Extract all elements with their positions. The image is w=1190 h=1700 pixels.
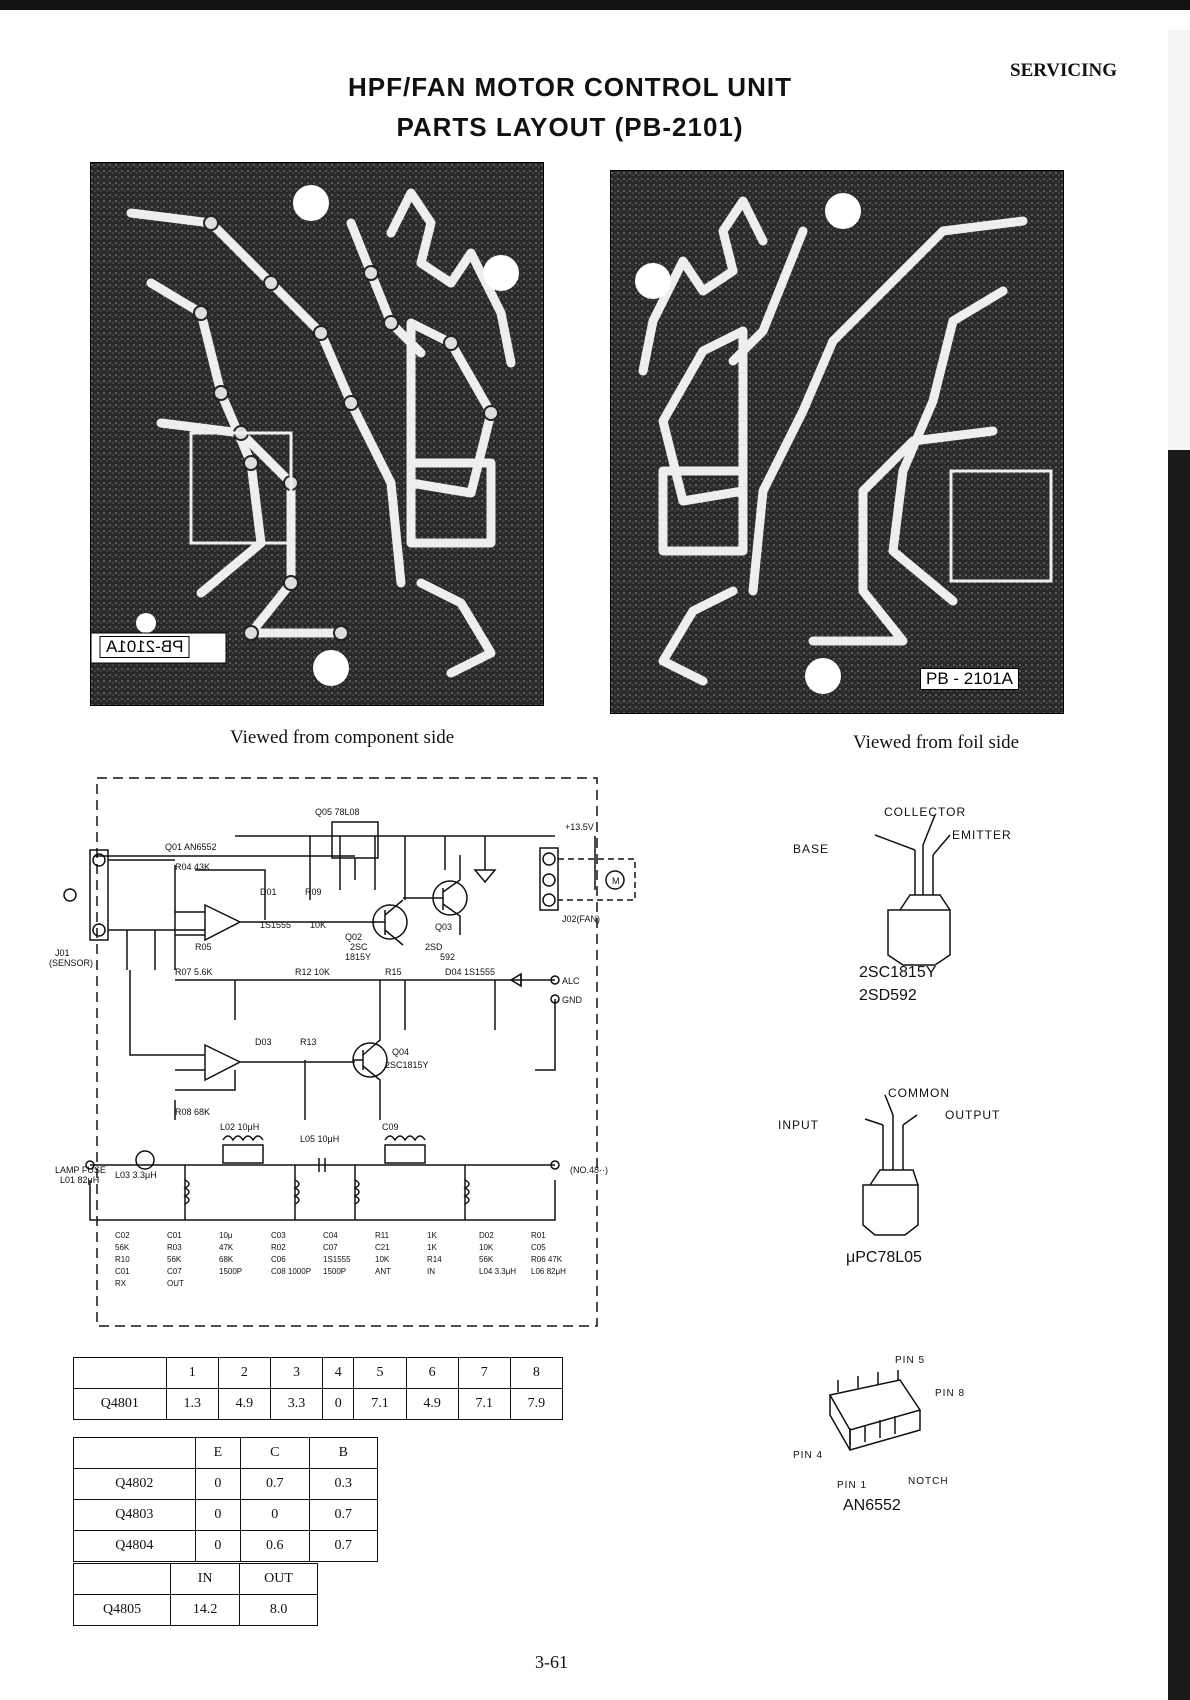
schem-label: 10K [310,920,327,930]
caption-component-side: Viewed from component side [230,727,455,748]
schem-label: C04 [323,1231,338,1240]
label-output: OUTPUT [945,1108,1001,1122]
label-pin4: PIN 4 [793,1450,824,1461]
schem-label: 1S1555 [260,920,292,930]
part-2sc1815y: 2SC1815Y [859,964,937,981]
schem-label: C03 [271,1231,286,1240]
ic-pinout-drawing [820,1370,930,1460]
schem-label: 592 [440,952,456,962]
schem-label: R01 [531,1231,546,1240]
schem-label: 47K [219,1243,234,1252]
schem-label: L03 3.3μH [115,1170,157,1180]
schem-label: M [612,876,620,886]
schem-label: 10K [375,1255,390,1264]
schem-label: LAMP FUSE [55,1165,106,1175]
schem-label: R04 43K [175,862,211,872]
label-input: INPUT [778,1118,819,1132]
schem-label: L01 82μH [60,1175,100,1185]
schem-label: 2SC1815Y [385,1060,429,1070]
schem-label: R11 [375,1231,390,1240]
schem-label: 2SC [350,942,368,952]
schem-label: 1S1555 [323,1255,351,1264]
schem-label: R13 [300,1037,317,1047]
schem-label: 56K [115,1243,130,1252]
schem-label: RX [115,1279,127,1288]
part-an6552: AN6552 [843,1497,901,1514]
schem-label: R05 [195,942,212,952]
schem-label: R02 [271,1243,286,1252]
pcb-foil-side [610,170,1064,714]
schem-label: Q02 [345,932,363,942]
schem-label: 1500P [219,1267,243,1276]
schem-label: C01 [115,1267,130,1276]
schem-label: D04 1S1555 [445,967,496,977]
schem-label: R12 10K [295,967,331,977]
schem-label: 56K [167,1255,182,1264]
label-notch: NOTCH [908,1476,949,1487]
voltage-table-transistors: E C B Q4802 0 0.7 0.3 Q4803 0 0 0.7 Q4804 0 0.6 0.7 [73,1437,378,1562]
schem-label: R14 [427,1255,442,1264]
pcb-left-label: PB-2101A [100,636,190,658]
label-pin1: PIN 1 [837,1480,868,1491]
schem-label: GND [562,995,582,1005]
schem-label: J02(FAN) [562,914,601,924]
schem-label: IN [427,1267,435,1276]
schem-label: +13.5V [565,822,594,832]
schem-label: (NO.48··) [570,1165,608,1175]
top-border [0,0,1190,10]
label-pin5: PIN 5 [895,1355,926,1366]
schem-label: 1K [427,1243,437,1252]
schem-label: R15 [385,967,402,977]
schem-label: C21 [375,1243,390,1252]
schem-label: R06 47K [531,1255,563,1264]
schem-label: (SENSOR) [49,958,94,968]
schem-label: R08 68K [175,1107,211,1117]
schem-label: L06 82μH [531,1267,566,1276]
caption-foil-side: Viewed from foil side [853,732,1020,753]
schem-label: C07 [167,1267,182,1276]
schem-label: OUT [167,1279,184,1288]
schem-label: R09 [305,887,322,897]
pcb-right-label: PB - 2101A [920,668,1019,690]
section-label: SERVICING [1010,60,1118,81]
schem-label: 2SD [425,942,443,952]
schem-label: 10K [479,1243,494,1252]
schem-label: R10 [115,1255,130,1264]
schem-label: 1815Y [345,952,372,962]
schem-label: ANT [375,1267,391,1276]
schem-label: C01 [167,1231,182,1240]
schem-label: L04 3.3μH [479,1267,517,1276]
page-edge-dark [1168,450,1190,1700]
label-emitter: EMITTER [952,828,1012,842]
voltage-table-q4801: 1 2 3 4 5 6 7 8 Q4801 1.3 4.9 3.3 0 7.1 4.9 7.1 7.9 [73,1357,563,1420]
schem-label: Q05 78L08 [315,807,360,817]
schem-label: R07 5.6K [175,967,213,977]
schem-label: L02 10μH [220,1122,260,1132]
schem-label: 68K [219,1255,234,1264]
page-number: 3-61 [535,1652,568,1672]
schem-label: J01 [55,948,70,958]
schem-label: 1K [427,1231,437,1240]
label-common: COMMON [888,1086,950,1100]
schem-label: C05 [531,1243,546,1252]
part-2sd592: 2SD592 [859,987,917,1004]
schem-label: Q04 [392,1047,410,1057]
page-title: HPF/FAN MOTOR CONTROL UNIT [348,72,792,102]
schem-label: ALC [562,976,580,986]
page-subtitle: PARTS LAYOUT (PB-2101) [396,112,744,142]
voltage-table-q4805: IN OUT Q4805 14.2 8.0 [73,1563,318,1626]
schem-label: 10μ [219,1231,233,1240]
schem-label: C08 1000P [271,1267,312,1276]
schem-label: R03 [167,1243,182,1252]
schem-label: D03 [255,1037,272,1047]
label-base: BASE [793,842,830,856]
label-collector: COLLECTOR [884,805,967,819]
schem-label: D01 [260,887,277,897]
schem-label: C06 [271,1255,286,1264]
schem-label: C02 [115,1231,130,1240]
schematic-diagram [49,770,655,1340]
schem-label: 56K [479,1255,494,1264]
part-upc78l05: μPC78L05 [846,1249,922,1266]
pcb-component-side [90,162,544,706]
schem-label: C07 [323,1243,338,1252]
schem-label: L05 10μH [300,1134,340,1144]
label-pin8: PIN 8 [935,1388,966,1399]
schem-label: 1500P [323,1267,347,1276]
schem-label: C09 [382,1122,399,1132]
schem-label: Q03 [435,922,453,932]
schem-label: D02 [479,1231,494,1240]
schem-label: Q01 AN6552 [165,842,217,852]
